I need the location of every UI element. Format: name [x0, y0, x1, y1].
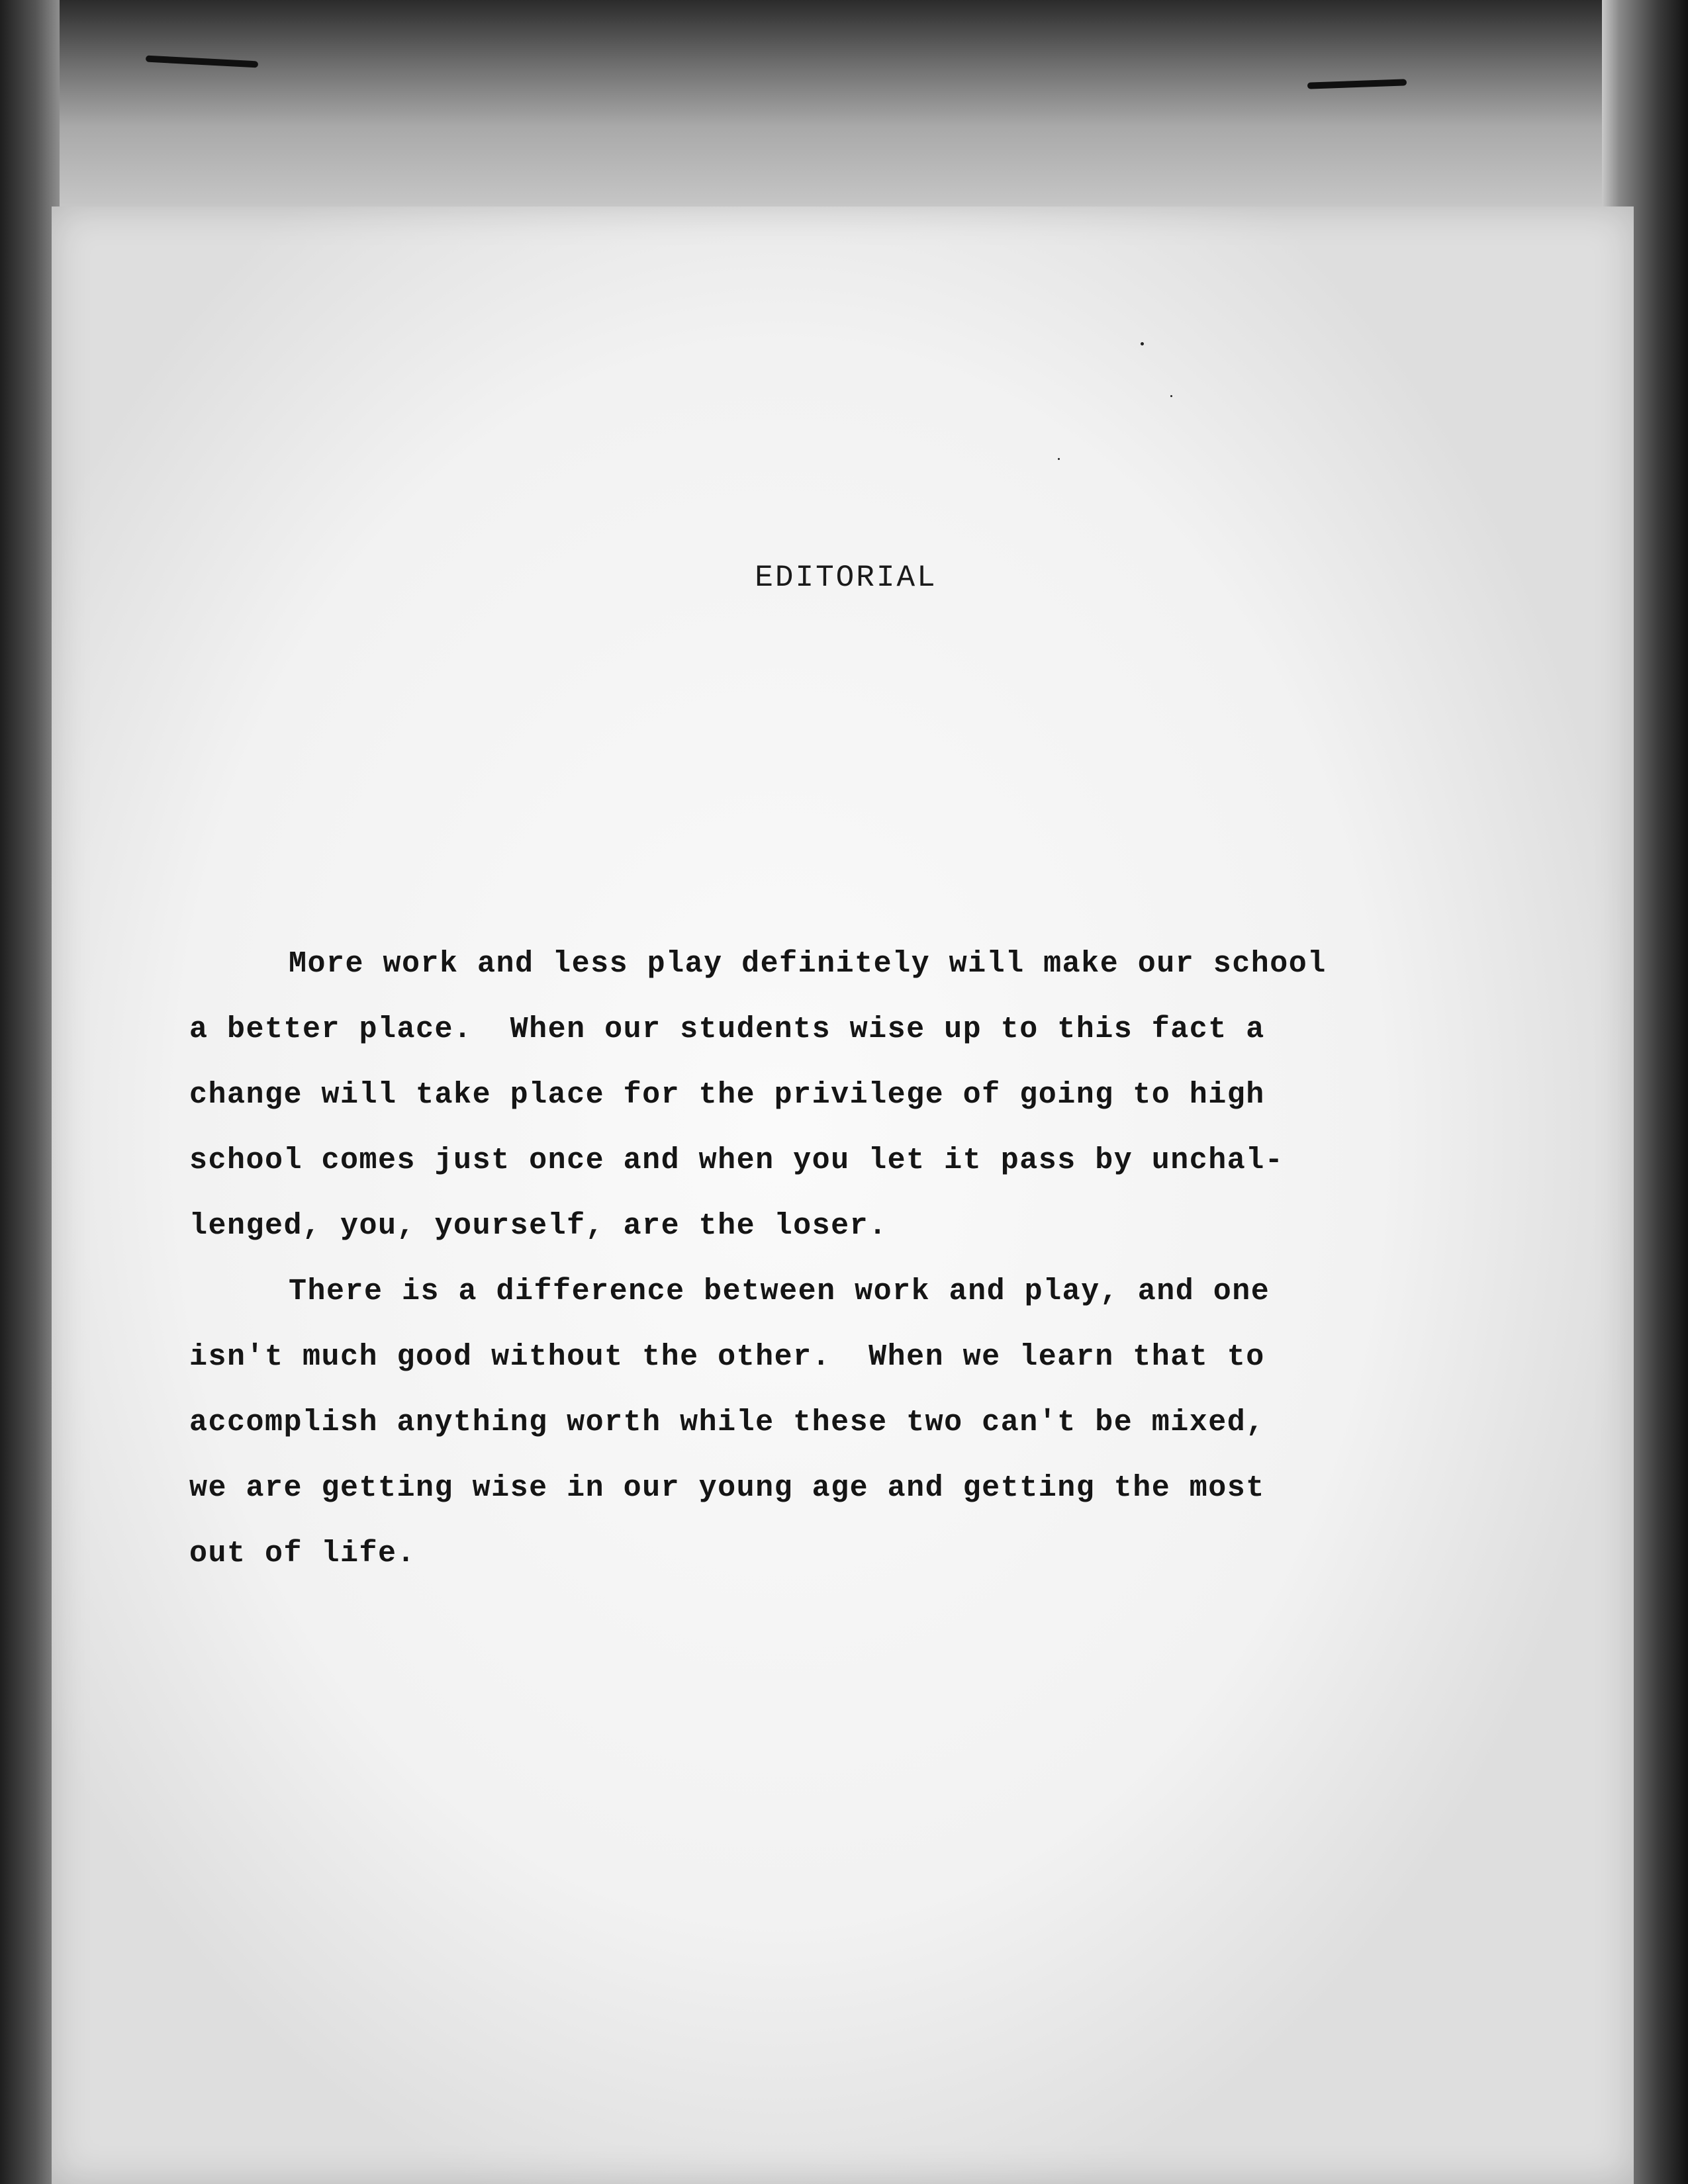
text-line: lenged, you, yourself, are the loser.: [189, 1209, 888, 1243]
scanner-left-edge: [0, 0, 60, 2184]
typewritten-page: [52, 206, 1634, 2184]
text-line: change will take place for the privilege of going to high: [189, 1078, 1265, 1112]
text-line: school comes just once and when you let it pass by unchal-: [189, 1144, 1284, 1177]
ink-speck: [1170, 395, 1172, 397]
text-line: we are getting wise in our young age and getting the most: [189, 1471, 1265, 1505]
text-line: isn't much good without the other. When we learn that to: [189, 1340, 1265, 1374]
ink-speck: [1058, 458, 1060, 460]
ink-speck: [1141, 342, 1144, 345]
scanner-top-edge: [0, 0, 1688, 212]
text-line: accomplish anything worth while these two can't be mixed,: [189, 1406, 1265, 1439]
text-line: There is a difference between work and play, and one: [289, 1275, 1270, 1308]
text-line: out of life.: [189, 1537, 416, 1570]
text-line: More work and less play definitely will make our school: [289, 947, 1327, 981]
text-line: a better place. When our students wise up to this fact a: [189, 1013, 1265, 1046]
editorial-body: [189, 931, 1447, 1586]
page-title: EDITORIAL: [755, 561, 937, 595]
